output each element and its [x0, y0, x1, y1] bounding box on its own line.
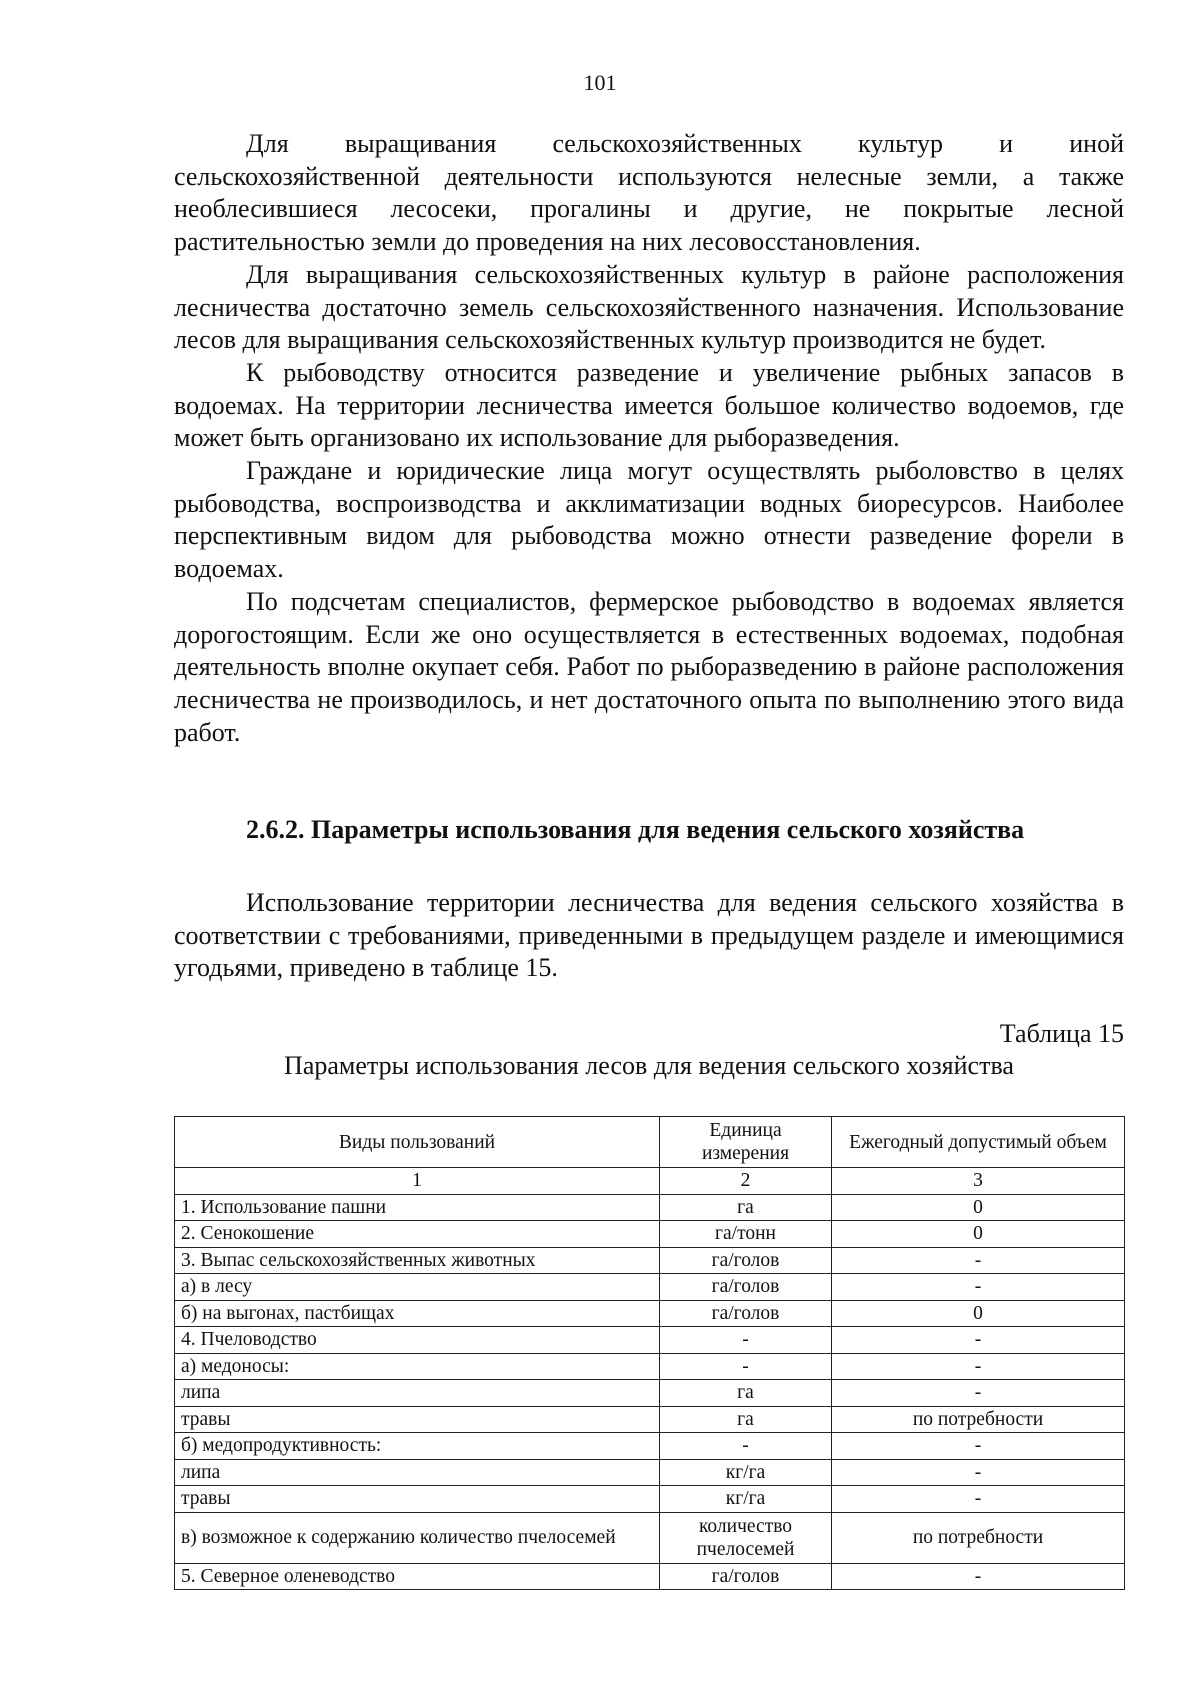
table-cell: -	[832, 1274, 1125, 1301]
table-cell: а) медоносы:	[175, 1353, 660, 1380]
table-cell: 0	[832, 1300, 1125, 1327]
table-row	[175, 1380, 1125, 1407]
table-cell: га	[660, 1380, 832, 1407]
intro-text	[174, 887, 1124, 985]
table-body	[175, 1168, 1125, 1590]
table-row	[175, 1300, 1125, 1327]
table-header-row	[175, 1117, 1125, 1168]
table-cell: -	[660, 1433, 832, 1460]
table-cell: -	[832, 1353, 1125, 1380]
table-cell: в) возможное к содержанию количество пчелосемей	[175, 1512, 660, 1563]
table-cell: 1. Использование пашни	[175, 1194, 660, 1221]
paragraph: К рыбоводству относится разведение и увеличение рыбных запасов в водоемах. На территории лесничества имеется большое количество водоемов, где может быть организовано их использование для рыборазведения.	[174, 357, 1124, 453]
header-cell: Ежегодный допустимый объем	[832, 1117, 1125, 1168]
table-row	[175, 1486, 1125, 1513]
page-number: 101	[583, 70, 617, 95]
table-cell: га/голов	[660, 1247, 832, 1274]
table-cell: 0	[832, 1221, 1125, 1248]
table-cell: -	[832, 1563, 1125, 1590]
table-cell: га	[660, 1194, 832, 1221]
section-heading: 2.6.2. Параметры использования для ведения сельского хозяйства	[246, 815, 1025, 844]
table-cell: а) в лесу	[175, 1274, 660, 1301]
table-cell: 3. Выпас сельскохозяйственных животных	[175, 1247, 660, 1274]
table-cell: га/тонн	[660, 1221, 832, 1248]
paragraph: По подсчетам специалистов, фермерское рыбоводство в водоемах является дорогостоящим. Если же оно осуществляется в естественных водоемах, подобная деятельность вполне окупает себя. Работ по рыборазведению в районе расположения лесничества не производилось, и нет достаточного опыта по выполнению этого вида работ.	[174, 586, 1124, 747]
table-cell: травы	[175, 1406, 660, 1433]
table-cell: травы	[175, 1486, 660, 1513]
column-number-cell: 1	[175, 1168, 660, 1195]
table-row	[175, 1563, 1125, 1590]
intro-paragraph: Использование территории лесничества для ведения сельского хозяйства в соответствии с требованиями, приведенными в предыдущем разделе и имеющимися угодьями, приведено в таблице 15.	[174, 888, 1124, 983]
table-cell: б) на выгонах, пастбищах	[175, 1300, 660, 1327]
table-row	[175, 1459, 1125, 1486]
table-cell: -	[832, 1247, 1125, 1274]
table-cell: б) медопродуктивность:	[175, 1433, 660, 1460]
table-row	[175, 1406, 1125, 1433]
header-cell: Единица измерения	[660, 1117, 832, 1168]
table-cell: -	[660, 1353, 832, 1380]
header-cell: Виды пользований	[175, 1117, 660, 1168]
table-cell: -	[832, 1433, 1125, 1460]
table-cell: -	[832, 1459, 1125, 1486]
table-row	[175, 1327, 1125, 1354]
table-row	[175, 1274, 1125, 1301]
table-cell: по потребности	[832, 1406, 1125, 1433]
table-row	[175, 1194, 1125, 1221]
table-cell: га/голов	[660, 1563, 832, 1590]
table-cell: 5. Северное оленеводство	[175, 1563, 660, 1590]
table-cell: -	[832, 1327, 1125, 1354]
table-cell: 4. Пчеловодство	[175, 1327, 660, 1354]
table-cell: га	[660, 1406, 832, 1433]
paragraph: Для выращивания сельскохозяйственных культур в районе расположения лесничества достаточно земель сельскохозяйственного назначения. Использование лесов для выращивания сельскохозяйственных культур производится не будет.	[174, 259, 1124, 355]
table-cell: липа	[175, 1380, 660, 1407]
column-number-cell: 2	[660, 1168, 832, 1195]
table-cell: кг/га	[660, 1459, 832, 1486]
table-cell: липа	[175, 1459, 660, 1486]
table-cell: 0	[832, 1194, 1125, 1221]
table-cell: -	[832, 1380, 1125, 1407]
table-row	[175, 1221, 1125, 1248]
column-number-cell: 3	[832, 1168, 1125, 1195]
table-cell: -	[832, 1486, 1125, 1513]
table-row	[175, 1353, 1125, 1380]
table-cell: га/голов	[660, 1274, 832, 1301]
table-cell: кг/га	[660, 1486, 832, 1513]
parameters-table	[174, 1116, 1125, 1590]
table-cell: по потребности	[832, 1512, 1125, 1563]
table-cell: 2. Сенокошение	[175, 1221, 660, 1248]
table-row	[175, 1433, 1125, 1460]
table-caption: Параметры использования лесов для ведения сельского хозяйства	[284, 1051, 1014, 1080]
paragraph: Граждане и юридические лица могут осуществлять рыболовство в целях рыбоводства, воспроизводства и акклиматизации водных биоресурсов. Наиболее перспективным видом для рыбоводства можно отнести разведение форели в водоемах.	[174, 456, 1124, 584]
table-cell: га/голов	[660, 1300, 832, 1327]
table-row	[175, 1247, 1125, 1274]
table-label: Таблица 15	[999, 1019, 1124, 1048]
table-cell: количество пчелосемей	[660, 1512, 832, 1563]
body-text	[174, 128, 1124, 749]
column-number-row	[175, 1168, 1125, 1195]
paragraph: Для выращивания сельскохозяйственных культур и иной сельскохозяйственной деятельности используются нелесные земли, а также необлесившиеся лесосеки, прогалины и другие, не покрытые лесной растительностью земли до проведения на них лесовосстановления.	[174, 129, 1124, 257]
table-row	[175, 1512, 1125, 1563]
table-cell: -	[660, 1327, 832, 1354]
